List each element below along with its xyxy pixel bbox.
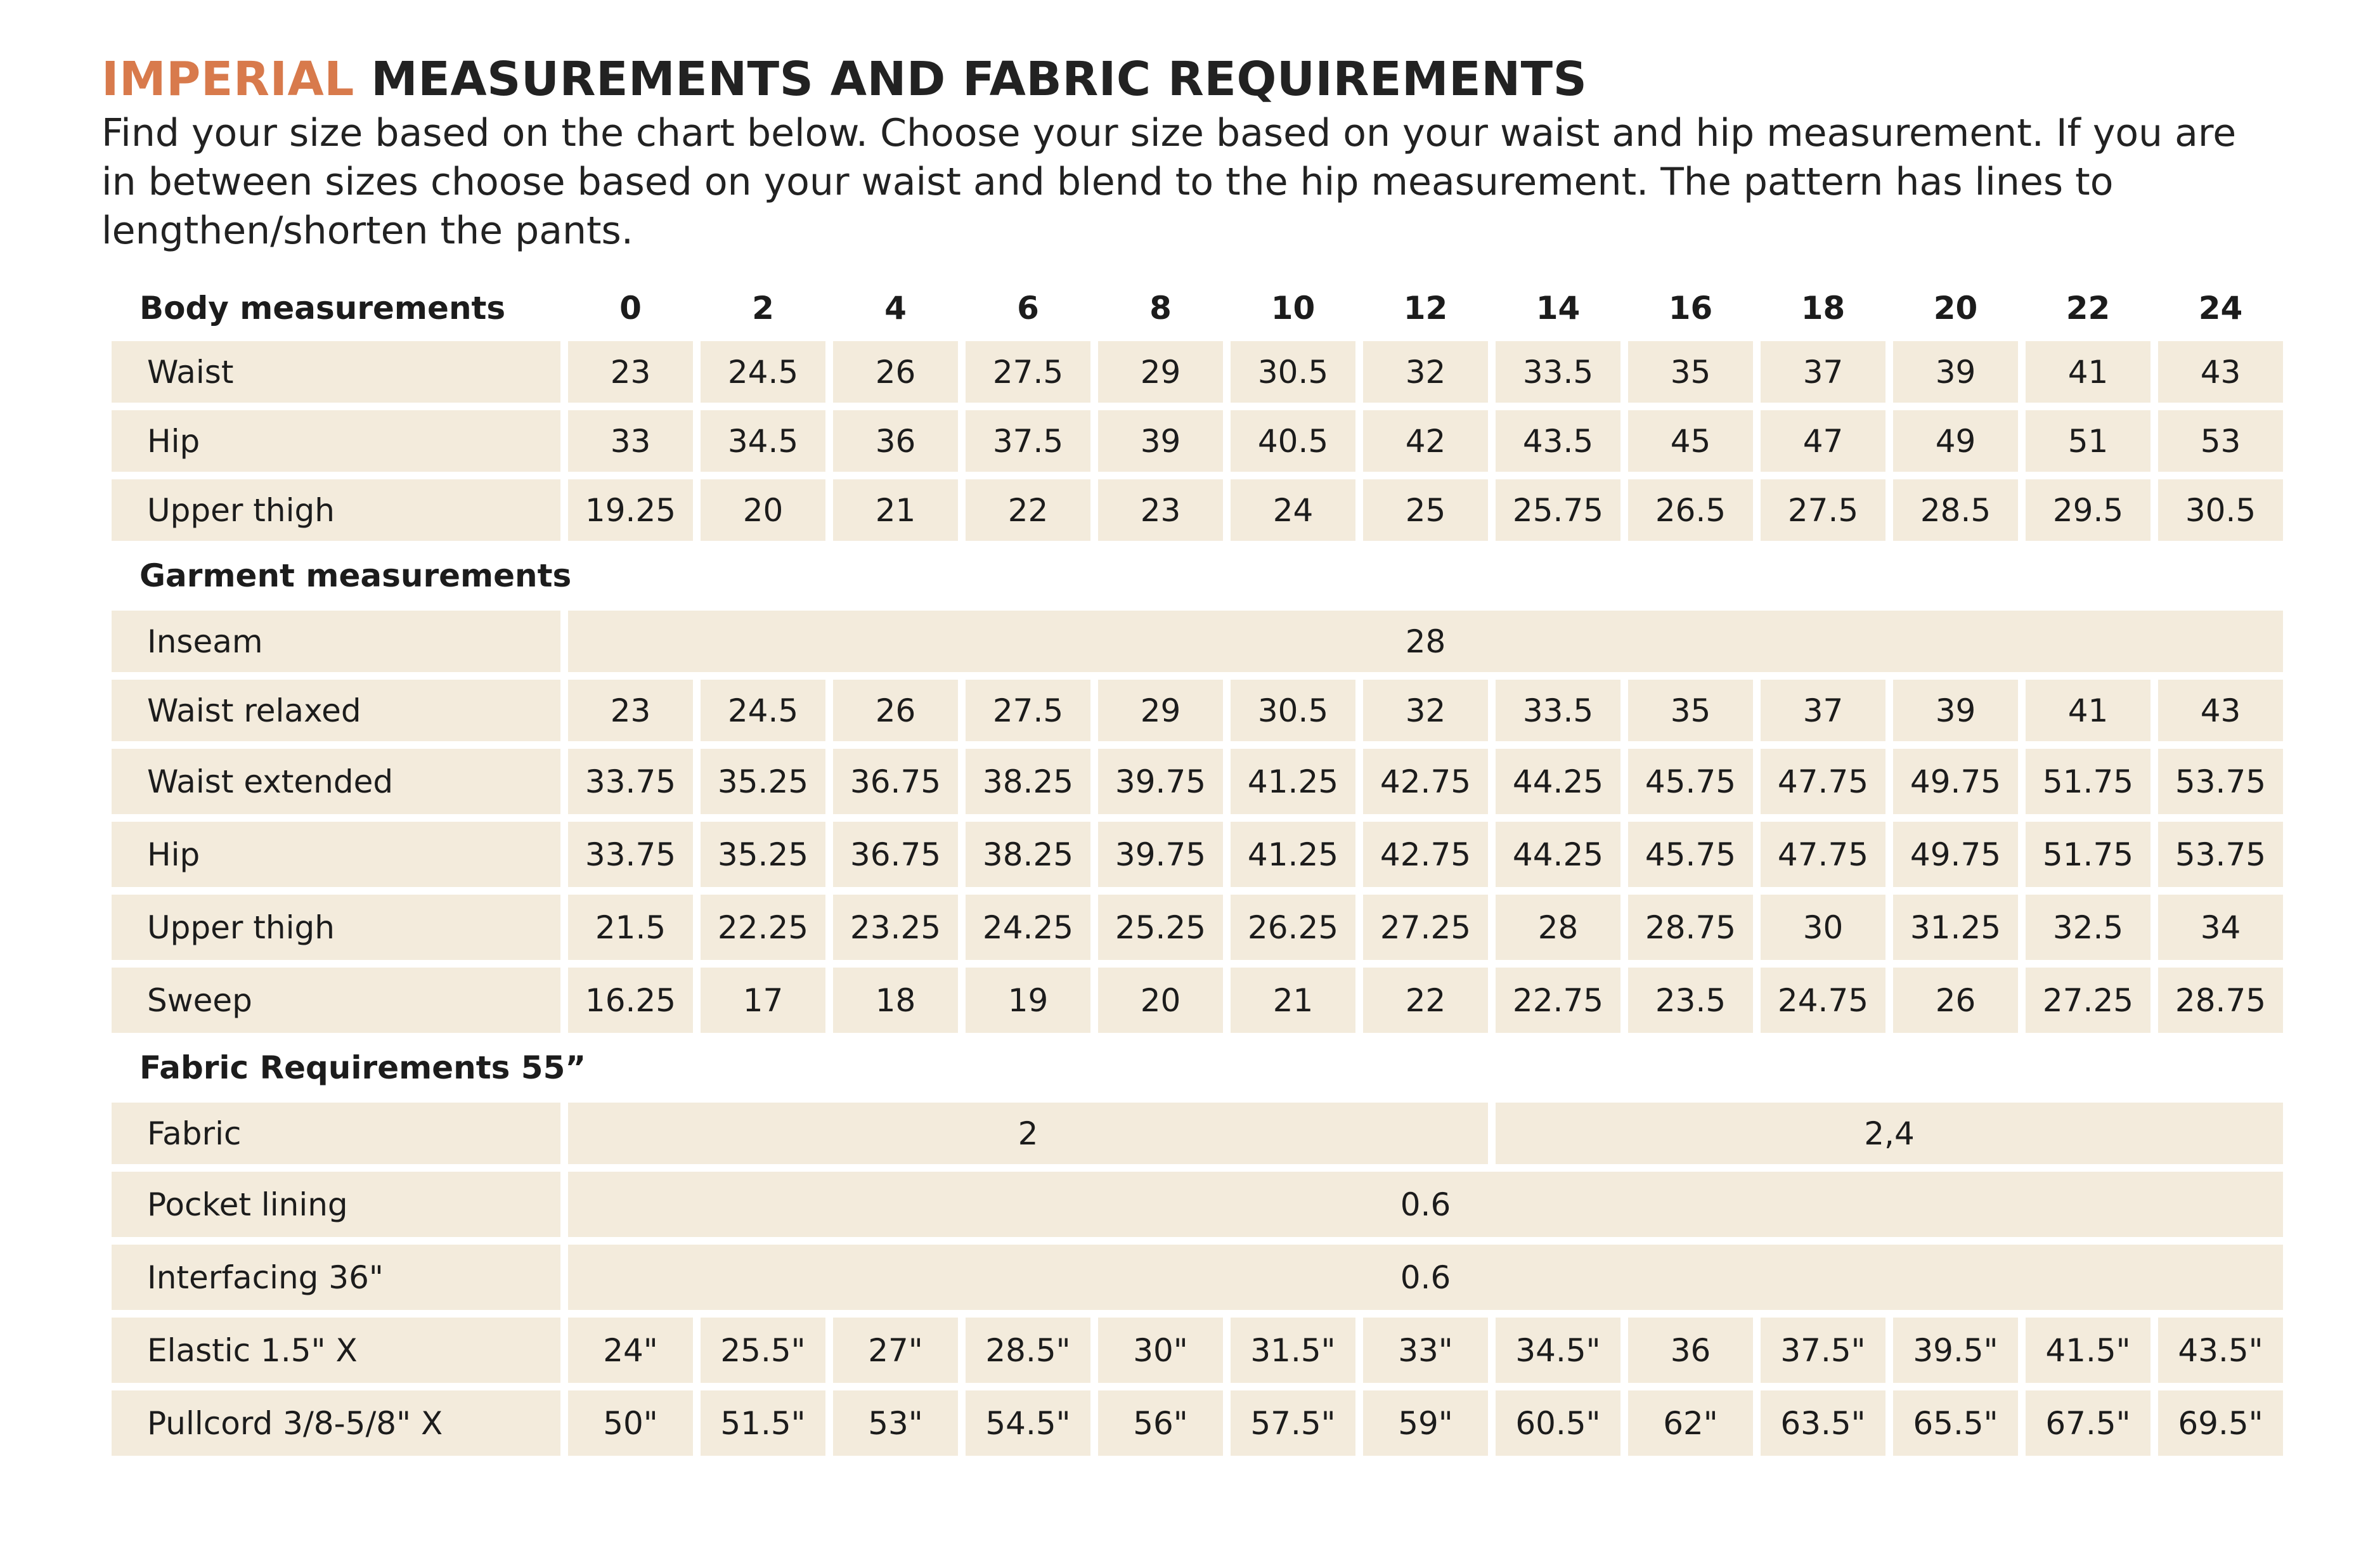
table-row — [112, 1245, 2283, 1310]
table-cell: 39.75 — [1098, 822, 1223, 887]
table-cell: 30" — [1098, 1318, 1223, 1383]
table-cell: 29 — [1098, 341, 1223, 403]
table-cell: 49 — [1893, 410, 2018, 472]
table-cell: 34 — [2158, 895, 2283, 960]
table-cell: 23.5 — [1628, 968, 1753, 1033]
row-label-pocket-lining: Pocket lining — [112, 1172, 560, 1237]
table-cell: 50" — [568, 1390, 693, 1456]
size-header-22: 22 — [2066, 290, 2111, 327]
table-cell: 22 — [1363, 968, 1488, 1033]
table-cell: 32.5 — [2026, 895, 2150, 960]
table-cell: 22.75 — [1496, 968, 1620, 1033]
table-cell: 30 — [1761, 895, 1885, 960]
table-cell: 65.5" — [1893, 1390, 2018, 1456]
table-cell: 62" — [1628, 1390, 1753, 1456]
table-cell: 19 — [966, 968, 1090, 1033]
size-header-2: 2 — [752, 290, 774, 327]
table-cell: 29.5 — [2026, 479, 2150, 541]
size-header-0: 0 — [619, 290, 642, 327]
size-header-12: 12 — [1403, 290, 1448, 327]
table-row — [112, 822, 2283, 887]
intro-text: Find your size based on the chart below. Choose your size based on your waist and hip measurement. If you are in between sizes choose based on your waist and blend to the hip measurement. The pattern has lines to lengthen/shorten the pants. — [101, 111, 2237, 253]
fabric-value-sizes-14-24: 2,4 — [1496, 1103, 2283, 1164]
row-label-upper-thigh: Upper thigh — [112, 895, 560, 960]
table-row — [112, 1172, 2283, 1237]
table-cell: 26.5 — [1628, 479, 1753, 541]
table-cell: 43 — [2158, 680, 2283, 741]
table-cell: 42 — [1363, 410, 1488, 472]
size-header-16: 16 — [1668, 290, 1713, 327]
table-cell: 27" — [833, 1318, 958, 1383]
table-cell: 27.25 — [1363, 895, 1488, 960]
table-cell: 54.5" — [966, 1390, 1090, 1456]
row-label-waist-relaxed: Waist relaxed — [112, 680, 560, 741]
table-cell: 35 — [1628, 680, 1753, 741]
row-label-interfacing-36: Interfacing 36" — [112, 1245, 560, 1310]
table-cell: 21 — [833, 479, 958, 541]
table-cell: 36.75 — [833, 822, 958, 887]
table-cell: 24" — [568, 1318, 693, 1383]
table-cell: 51.75 — [2026, 749, 2150, 814]
row-label-hip: Hip — [112, 410, 560, 472]
table-cell: 27.5 — [966, 680, 1090, 741]
table-cell: 36 — [1628, 1318, 1753, 1383]
table-cell: 23.25 — [833, 895, 958, 960]
section-heading-fabric: Fabric Requirements 55” — [139, 1049, 586, 1086]
table-row — [112, 749, 2283, 814]
table-cell: 43.5 — [1496, 410, 1620, 472]
table-cell: 42.75 — [1363, 822, 1488, 887]
table-cell: 38.25 — [966, 822, 1090, 887]
table-cell: 49.75 — [1893, 822, 2018, 887]
table-cell: 39 — [1893, 341, 2018, 403]
size-header-row — [112, 283, 2283, 334]
size-header-24: 24 — [2198, 290, 2243, 327]
table-cell: 21.5 — [568, 895, 693, 960]
table-cell: 25 — [1363, 479, 1488, 541]
title-accent: IMPERIAL — [101, 52, 354, 107]
row-label-waist: Waist — [112, 341, 560, 403]
table-cell: 28.5 — [1893, 479, 2018, 541]
page-title — [101, 52, 1587, 107]
table-cell: 35 — [1628, 341, 1753, 403]
table-cell: 17 — [701, 968, 825, 1033]
table-cell: 25.75 — [1496, 479, 1620, 541]
table-cell: 34.5" — [1496, 1318, 1620, 1383]
table-cell: 16.25 — [568, 968, 693, 1033]
table-cell: 45 — [1628, 410, 1753, 472]
table-cell: 37.5 — [966, 410, 1090, 472]
table-row — [112, 895, 2283, 960]
section-heading-body: Body measurements — [139, 290, 506, 327]
table-cell: 22.25 — [701, 895, 825, 960]
row-label-upper-thigh: Upper thigh — [112, 479, 560, 541]
spanned-value-cell: 28 — [568, 611, 2283, 672]
table-row — [112, 341, 2283, 403]
row-label-fabric: Fabric — [112, 1103, 560, 1164]
table-cell: 47.75 — [1761, 749, 1885, 814]
table-cell: 51.5" — [701, 1390, 825, 1456]
table-cell: 45.75 — [1628, 822, 1753, 887]
table-cell: 29 — [1098, 680, 1223, 741]
table-cell: 36 — [833, 410, 958, 472]
table-cell: 33.75 — [568, 749, 693, 814]
table-cell: 18 — [833, 968, 958, 1033]
table-cell: 39.5" — [1893, 1318, 2018, 1383]
table-cell: 26 — [833, 680, 958, 741]
table-cell: 20 — [701, 479, 825, 541]
table-cell: 35.25 — [701, 749, 825, 814]
table-cell: 28 — [1496, 895, 1620, 960]
section-heading-garment: Garment measurements — [139, 557, 572, 594]
table-cell: 57.5" — [1231, 1390, 1355, 1456]
table-cell: 21 — [1231, 968, 1355, 1033]
section-row — [112, 548, 2283, 603]
table-cell: 28.75 — [2158, 968, 2283, 1033]
table-cell: 67.5" — [2026, 1390, 2150, 1456]
table-cell: 33.5 — [1496, 680, 1620, 741]
table-row — [112, 968, 2283, 1033]
table-cell: 40.5 — [1231, 410, 1355, 472]
table-cell: 20 — [1098, 968, 1223, 1033]
table-cell: 34.5 — [701, 410, 825, 472]
size-header-18: 18 — [1801, 290, 1846, 327]
table-cell: 41.25 — [1231, 749, 1355, 814]
size-header-14: 14 — [1536, 290, 1581, 327]
spanned-value-cell: 0.6 — [568, 1172, 2283, 1237]
table-cell: 33 — [568, 410, 693, 472]
table-cell: 28.5" — [966, 1318, 1090, 1383]
table-cell: 27.5 — [1761, 479, 1885, 541]
table-cell: 41 — [2026, 680, 2150, 741]
row-label-inseam: Inseam — [112, 611, 560, 672]
table-cell: 42.75 — [1363, 749, 1488, 814]
table-cell: 25.5" — [701, 1318, 825, 1383]
size-header-6: 6 — [1017, 290, 1039, 327]
spanned-value-cell: 0.6 — [568, 1245, 2283, 1310]
table-row — [112, 410, 2283, 472]
table-cell: 53.75 — [2158, 822, 2283, 887]
table-cell: 47.75 — [1761, 822, 1885, 887]
table-cell: 41.5" — [2026, 1318, 2150, 1383]
table-cell: 63.5" — [1761, 1390, 1885, 1456]
table-cell: 43 — [2158, 341, 2283, 403]
table-cell: 30.5 — [1231, 341, 1355, 403]
table-cell: 24.75 — [1761, 968, 1885, 1033]
table-cell: 39.75 — [1098, 749, 1223, 814]
table-cell: 37 — [1761, 341, 1885, 403]
size-header-20: 20 — [1933, 290, 1978, 327]
table-cell: 23 — [568, 680, 693, 741]
table-cell: 38.25 — [966, 749, 1090, 814]
table-cell: 37 — [1761, 680, 1885, 741]
table-cell: 45.75 — [1628, 749, 1753, 814]
row-label-sweep: Sweep — [112, 968, 560, 1033]
section-row — [112, 1040, 2283, 1095]
table-cell: 53 — [2158, 410, 2283, 472]
table-row — [112, 611, 2283, 672]
table-cell: 32 — [1363, 680, 1488, 741]
row-label-elastic-1-5-x: Elastic 1.5" X — [112, 1318, 560, 1383]
table-cell: 31.5" — [1231, 1318, 1355, 1383]
table-cell: 51 — [2026, 410, 2150, 472]
size-header-4: 4 — [884, 290, 907, 327]
table-cell: 36.75 — [833, 749, 958, 814]
table-cell: 25.25 — [1098, 895, 1223, 960]
table-cell: 30.5 — [1231, 680, 1355, 741]
table-cell: 37.5" — [1761, 1318, 1885, 1383]
table-cell: 39 — [1893, 680, 2018, 741]
table-cell: 59" — [1363, 1390, 1488, 1456]
table-cell: 26 — [1893, 968, 2018, 1033]
table-row — [112, 1103, 2283, 1164]
table-cell: 24.5 — [701, 680, 825, 741]
table-cell: 19.25 — [568, 479, 693, 541]
table-row — [112, 1318, 2283, 1383]
table-cell: 26 — [833, 341, 958, 403]
row-label-pullcord-3-8-5-8-x: Pullcord 3/8-5/8" X — [112, 1390, 560, 1456]
table-cell: 35.25 — [701, 822, 825, 887]
table-cell: 60.5" — [1496, 1390, 1620, 1456]
row-label-waist-extended: Waist extended — [112, 749, 560, 814]
table-cell: 69.5" — [2158, 1390, 2283, 1456]
table-cell: 26.25 — [1231, 895, 1355, 960]
table-cell: 41 — [2026, 341, 2150, 403]
table-row — [112, 479, 2283, 541]
table-cell: 24 — [1231, 479, 1355, 541]
row-label-hip: Hip — [112, 822, 560, 887]
size-header-10: 10 — [1271, 290, 1316, 327]
table-cell: 56" — [1098, 1390, 1223, 1456]
table-cell: 24.25 — [966, 895, 1090, 960]
table-cell: 22 — [966, 479, 1090, 541]
table-cell: 32 — [1363, 341, 1488, 403]
table-row — [112, 680, 2283, 741]
table-cell: 51.75 — [2026, 822, 2150, 887]
table-cell: 44.25 — [1496, 749, 1620, 814]
table-cell: 27.5 — [966, 341, 1090, 403]
table-cell: 49.75 — [1893, 749, 2018, 814]
table-cell: 33.5 — [1496, 341, 1620, 403]
table-cell: 30.5 — [2158, 479, 2283, 541]
fabric-value-sizes-0-12: 2 — [568, 1103, 1488, 1164]
measurements-table — [104, 275, 2291, 1463]
table-cell: 24.5 — [701, 341, 825, 403]
table-cell: 23 — [568, 341, 693, 403]
table-cell: 33" — [1363, 1318, 1488, 1383]
size-header-8: 8 — [1149, 290, 1172, 327]
table-cell: 53.75 — [2158, 749, 2283, 814]
table-cell: 41.25 — [1231, 822, 1355, 887]
table-cell: 23 — [1098, 479, 1223, 541]
table-row — [112, 1390, 2283, 1456]
table-cell: 44.25 — [1496, 822, 1620, 887]
table-cell: 53" — [833, 1390, 958, 1456]
table-cell: 28.75 — [1628, 895, 1753, 960]
table-cell: 39 — [1098, 410, 1223, 472]
title-rest: MEASUREMENTS AND FABRIC REQUIREMENTS — [354, 52, 1588, 107]
table-cell: 43.5" — [2158, 1318, 2283, 1383]
table-cell: 31.25 — [1893, 895, 2018, 960]
table-cell: 47 — [1761, 410, 1885, 472]
table-cell: 33.75 — [568, 822, 693, 887]
table-cell: 27.25 — [2026, 968, 2150, 1033]
